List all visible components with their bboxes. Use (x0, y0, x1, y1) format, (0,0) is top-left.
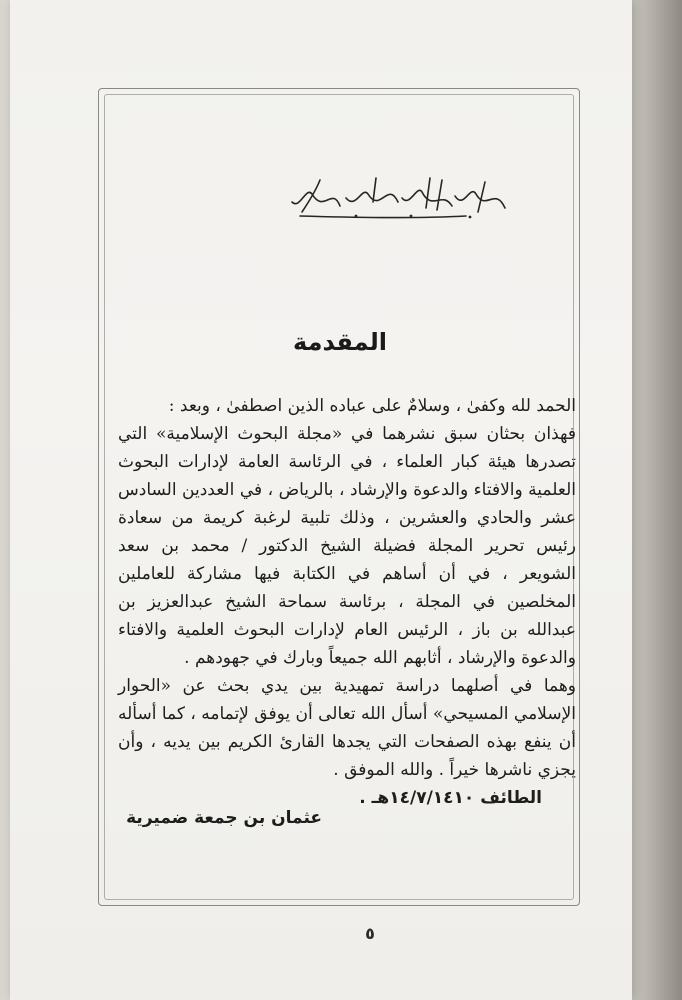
page-number: ٥ (365, 924, 375, 943)
basmala-calligraphy (280, 172, 520, 222)
page-title: المقدمة (293, 328, 387, 356)
closing-paragraph: وهما في أصلهما دراسة تمهيدية بين يدي بحث عن «الحوار الإسلامي المسيحي» أسأل الله تعالى أن يوفق لإتمامه ، كما أسأله أن ينفع بهذه الصفحات التي يجدها القارئ الكريم بين يديه ، وأن يجزي ناشرها خيراً . والله الموفق . (117, 676, 576, 780)
main-paragraph: فهذان بحثان سبق نشرهما في «مجلة البحوث الإسلامية» التي تصدرها هيئة كبار العلماء ، في الرئاسة العامة لإدارات البحوث العلمية والافتاء والدعوة والإرشاد ، بالرياض ، في العددين السادس عشر والحادي والعشرين ، وذلك تلبية لرغبة كريمة من سعادة رئيس تحرير المجلة فضيلة الشيخ الدكتور / محمد بن سعد الشويعر ، في أن أساهم في الكتابة فيها مشاركة للعاملين المخلصين في المجلة ، برئاسة سماحة الشيخ عبدالعزيز بن عبدالله بن باز ، الرئيس العام لإدارات البحوث العلمية والافتاء والدعوة والإرشاد ، أثابهم الله جميعاً وبارك في جهودهم . (118, 424, 576, 668)
introduction-body (118, 392, 576, 812)
author-signature: عثمان بن جمعة ضميرية (126, 808, 322, 828)
place-date: الطائف ١٤/٧/١٤١٠هـ . (359, 788, 542, 808)
opening-paragraph: الحمد لله وكفىٰ ، وسلامٌ على عباده الذين اصطفىٰ ، وبعد : (168, 396, 576, 416)
